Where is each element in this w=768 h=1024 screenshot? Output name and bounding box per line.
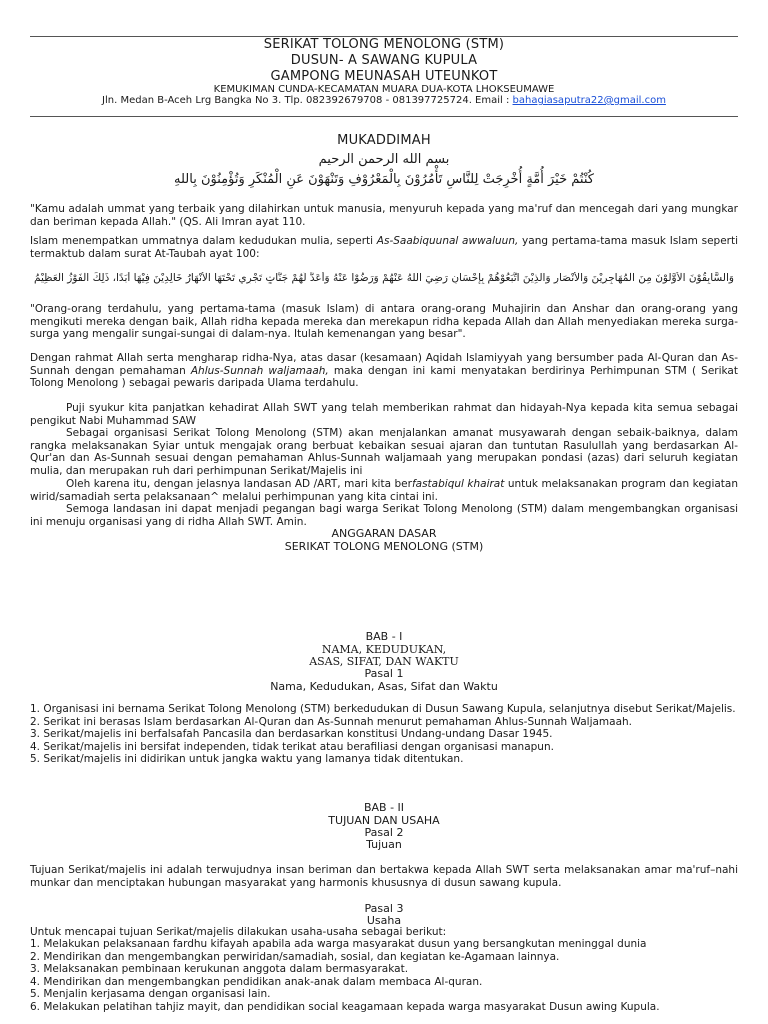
paragraph-islam-a: Islam menempatkan ummatnya dalam kedudukan mulia, seperti <box>30 235 377 247</box>
paragraph-islam <box>30 235 738 260</box>
list-item: 6. Melakukan pelatihan tahjiz mayit, dan pendidikan social keagamaan kepada warga masyarakat Dusun awing Kupula. <box>30 1000 660 1013</box>
paragraph-rahmat-a: Dengan rahmat Allah serta mengharap ridha-Nya, atas dasar (kesamaan) Aqidah Islamiyyah yang bersumber pada Al-Quran dan As-Sunnah dengan pemahaman <box>30 352 738 377</box>
pasal-1-title: Nama, Kedudukan, Asas, Sifat dan Waktu <box>270 680 498 693</box>
paragraph-oleh-italic: fastabiqul khairat <box>411 478 505 490</box>
list-item: 2. Serikat ini berasas Islam berdasarkan Al-Quran dan As-Sunnah menurut pemahaman Ahlus-Sunnah Waljamaah. <box>30 715 633 728</box>
basmalah: بسم الله الرحمن الرحيم <box>318 152 450 167</box>
usaha-list <box>30 938 738 1014</box>
pasal-3: Pasal 3 <box>364 902 404 915</box>
list-item: 5. Serikat/majelis ini didirikan untuk jangka waktu yang lamanya tidak ditentukan. <box>30 753 464 766</box>
address-line <box>30 95 738 107</box>
pasal-2: Pasal 2 <box>364 826 404 839</box>
paragraph-semoga: Semoga landasan ini dapat menjadi pegangan bagi warga Serikat Tolong Menolong (STM) dalam mengembangkan organisasi ini menuju organisasi yang di ridha Allah SWT. Amin. <box>30 503 738 528</box>
translation-ali-imran: "Kamu adalah ummat yang terbaik yang dilahirkan untuk manusia, menyuruh kepada yang ma'ruf dan mencegah dari yang mungkar dan beriman kepada Allah." (QS. Ali Imran ayat 110. <box>30 203 738 228</box>
paragraph-puji-syukur: Puji syukur kita panjatkan kehadirat Allah SWT yang telah memberikan rahmat dan hidayah-Nya kepada kita semua sebagai pengikut Nabi Muhammad SAW <box>30 402 738 427</box>
list-item: 1. Melakukan pelaksanaan fardhu kifayah apabila ada warga masyarakat dusun yang bersangkutan meninggal dunia <box>30 938 647 950</box>
bab-1-title: BAB - I <box>365 630 403 643</box>
usaha-intro: Untuk mencapai tujuan Serikat/majelis dilakukan usaha-usaha sebagai berikut: <box>30 926 447 938</box>
paragraph-rahmat-italic: Ahlus-Sunnah waljamaah, <box>190 364 329 377</box>
mukaddimah-title: MUKADDIMAH <box>337 133 431 148</box>
paragraph-oleh-b: untuk melaksanakan program dan kegiatan wirid/samadiah serta pelaksanaan^ melalui perhimpunan yang kita cintai ini. <box>30 478 739 503</box>
paragraph-rahmat-b: maka dengan ini kami menyatakan berdirinya Perhimpunan STM ( Serikat Tolong Menolong ) sebagai pewaris daripada Ulama terdahulu. <box>30 364 738 390</box>
list-item: 4. Mendirikan dan mengembangkan pendidikan anak-anak dalam membaca Al-quran. <box>30 975 483 988</box>
anggaran-dasar-title: ANGGARAN DASAR <box>331 527 437 540</box>
list-item: 4. Serikat/majelis ini bersifat independen, tidak terikat atau berafiliasi dengan organisasi manapun. <box>30 740 554 753</box>
kemukiman-line: KEMUKIMAN CUNDA-KECAMATAN MUARA DUA-KOTA LHOKSEUMAWE <box>213 84 555 95</box>
paragraph-oleh-a: Oleh karena itu, dengan jelasnya landasan AD /ART, mari kita ber <box>66 478 412 490</box>
pasal-3-title: Usaha <box>366 914 402 927</box>
anggaran-dasar-sub: SERIKAT TOLONG MENOLONG (STM) <box>284 540 484 553</box>
list-item: 1. Organisasi ini bernama Serikat Tolong Menolong (STM) berkedudukan di Dusun Sawang Kupula, selanjutnya disebut Serikat/Majelis. <box>30 703 736 715</box>
ayat-ali-imran: كُنْتُمْ خَيْرَ أُمَّةٍ أُخْرِجَتْ لِلنَّاسِ تَأْمُرُوْنَ بِالْمَعْرُوْفِ وَتَنْهَوْنَ عَنِ الْمُنْكَرِ وَتُؤْمِنُوْنَ بِاللهِ <box>174 172 594 187</box>
pasal-1: Pasal 1 <box>364 667 404 680</box>
header-bottom-rule <box>30 116 738 117</box>
org-name: SERIKAT TOLONG MENOLONG (STM) <box>263 37 505 52</box>
bab-1-sub2: ASAS, SIFAT, DAN WAKTU <box>309 655 459 668</box>
pasal-2-title: Tujuan <box>366 838 402 851</box>
list-item: 5. Menjalin kerjasama dengan organisasi lain. <box>30 988 271 1001</box>
tujuan-paragraph: Tujuan Serikat/majelis ini adalah terwujudnya insan beriman dan bertakwa kepada Allah SWT serta melaksanakan amar ma'ruf–nahi munkar dan menciptakan hubungan masyarakat yang harmonis khususnya di dusun sawang kupula. <box>30 864 738 889</box>
list-item: 2. Mendirikan dan mengembangkan perwiridan/samadiah, sosial, dan kegiatan ke-Agamaan lainnya. <box>30 950 560 963</box>
document-page <box>30 0 738 1024</box>
address-text: Jln. Medan B-Aceh Lrg Bangka No 3. Tlp. 082392679708 - 081397725724. Email : <box>102 95 513 106</box>
paragraph-islam-b: yang pertama-tama masuk Islam seperti termaktub dalam surat At-Taubah ayat 100: <box>30 235 738 260</box>
email-link[interactable]: bahagiasaputra22@gmail.com <box>512 95 666 106</box>
dusun-name: DUSUN- A SAWANG KUPULA <box>290 53 478 68</box>
paragraph-rahmat <box>30 352 738 390</box>
list-item: 3. Melaksanakan pembinaan kerukunan anggota dalam bermasyarakat. <box>30 963 409 976</box>
translation-at-taubah: "Orang-orang terdahulu, yang pertama-tama (masuk Islam) di antara orang-orang Muhajirin dan Anshar dan orang-orang yang mengikuti mereka dengan baik, Allah ridha kepada mereka dan merekapun ridha kepada Allah dan Allah menyediakan mereka surga-surga yang mengalir sungai-sungai di dalam-nya. Itulah kemenangan yang besar". <box>30 303 738 341</box>
ayat-at-taubah: وَالسَّابِقُوْنَ الْأَوَّلُوْنَ مِنَ الْمُهَاجِرِيْنَ وَالْأَنْصَارِ وَالَّذِيْنَ اتَّبَعُوْهُمْ بِإِحْسَانٍ رَضِيَ اللهُ عَنْهُمْ وَرَضُوْا عَنْهُ وَأَعَدَّ لَهُمْ جَنَّاتٍ تَجْرِي تَحْتَهَا الْأَنْهَارُ خَالِدِيْنَ فِيْهَا أَبَدًا، ذَلِكَ الْفَوْزُ الْعَظِيْمُ <box>34 272 734 284</box>
pasal-1-list <box>30 703 738 766</box>
paragraph-islam-italic: As-Saabiquunal awwaluun, <box>376 235 519 247</box>
paragraph-sebagai-organisasi: Sebagai organisasi Serikat Tolong Menolong (STM) akan menjalankan amanat musyawarah dengan sebaik-baiknya, dalam rangka melaksanakan Syiar untuk mengajak orang berbuat kebaikan sesuai ajaran dan tuntutan Rasulullah yang berdasarkan Al-Qur'an dan As-Sunnah sesuai dengan pemahaman Ahlus-Sunnah waljamaah yang merupakan pondasi (azas) dari seluruh kegiatan mulia, dan merupakan ruh dari perhimpunan Serikat/Majelis ini <box>30 427 738 477</box>
bab-2-title: BAB - II <box>363 801 405 814</box>
paragraph-oleh-karena <box>30 478 738 503</box>
gampong-name: GAMPONG MEUNASAH UTEUNKOT <box>270 69 498 84</box>
bab-2-sub: TUJUAN DAN USAHA <box>328 814 440 827</box>
list-item: 3. Serikat/majelis ini berfalsafah Pancasila dan berdasarkan konstitusi Undang-undang Dasar 1945. <box>30 728 553 741</box>
bab-1-sub1: NAMA, KEDUDUKAN, <box>321 643 447 656</box>
